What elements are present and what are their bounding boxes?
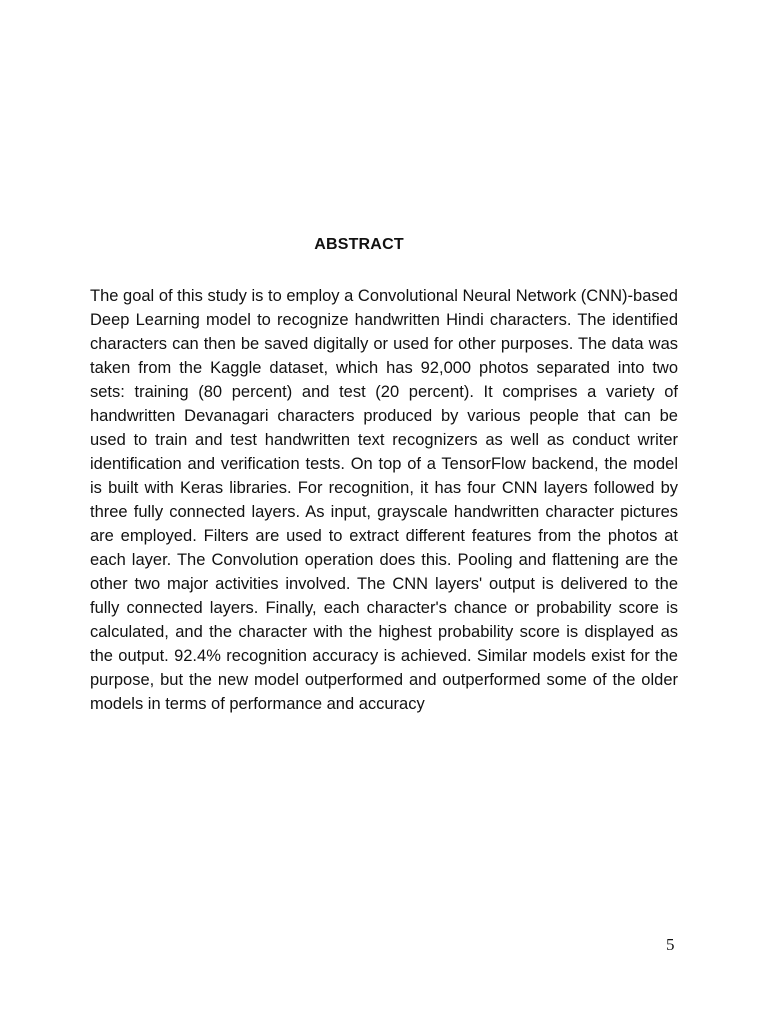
page-number: 5 (666, 935, 675, 954)
abstract-heading: ABSTRACT (314, 236, 404, 253)
abstract-paragraph: The goal of this study is to employ a Convolutional Neural Network (CNN)-based Deep Learning model to recognize handwritten Hindi characters. The identified characters can then be saved digitally or used for other purposes. The data was taken from the Kaggle dataset, which has 92,000 photos separated into two sets: training (80 percent) and test (20 percent). It comprises a variety of handwritten Devanagari characters produced by various people that can be used to train and test handwritten text recognizers as well as conduct writer identification and verification tests. On top of a TensorFlow backend, the model is built with Keras libraries. For recognition, it has four CNN layers followed by three fully connected layers. As input, grayscale handwritten character pictures are employed. Filters are used to extract different features from the photos at each layer. The Convolution operation does this. Pooling and flattening are the other two major activities involved. The CNN layers' output is delivered to the fully connected layers. Finally, each character's chance or probability score is calculated, and the character with the highest probability score is displayed as the output. 92.4% recognition accuracy is achieved. Similar models exist for the purpose, but the new model outperformed and outperformed some of the older models in terms of performance and accuracy (90, 287, 678, 713)
